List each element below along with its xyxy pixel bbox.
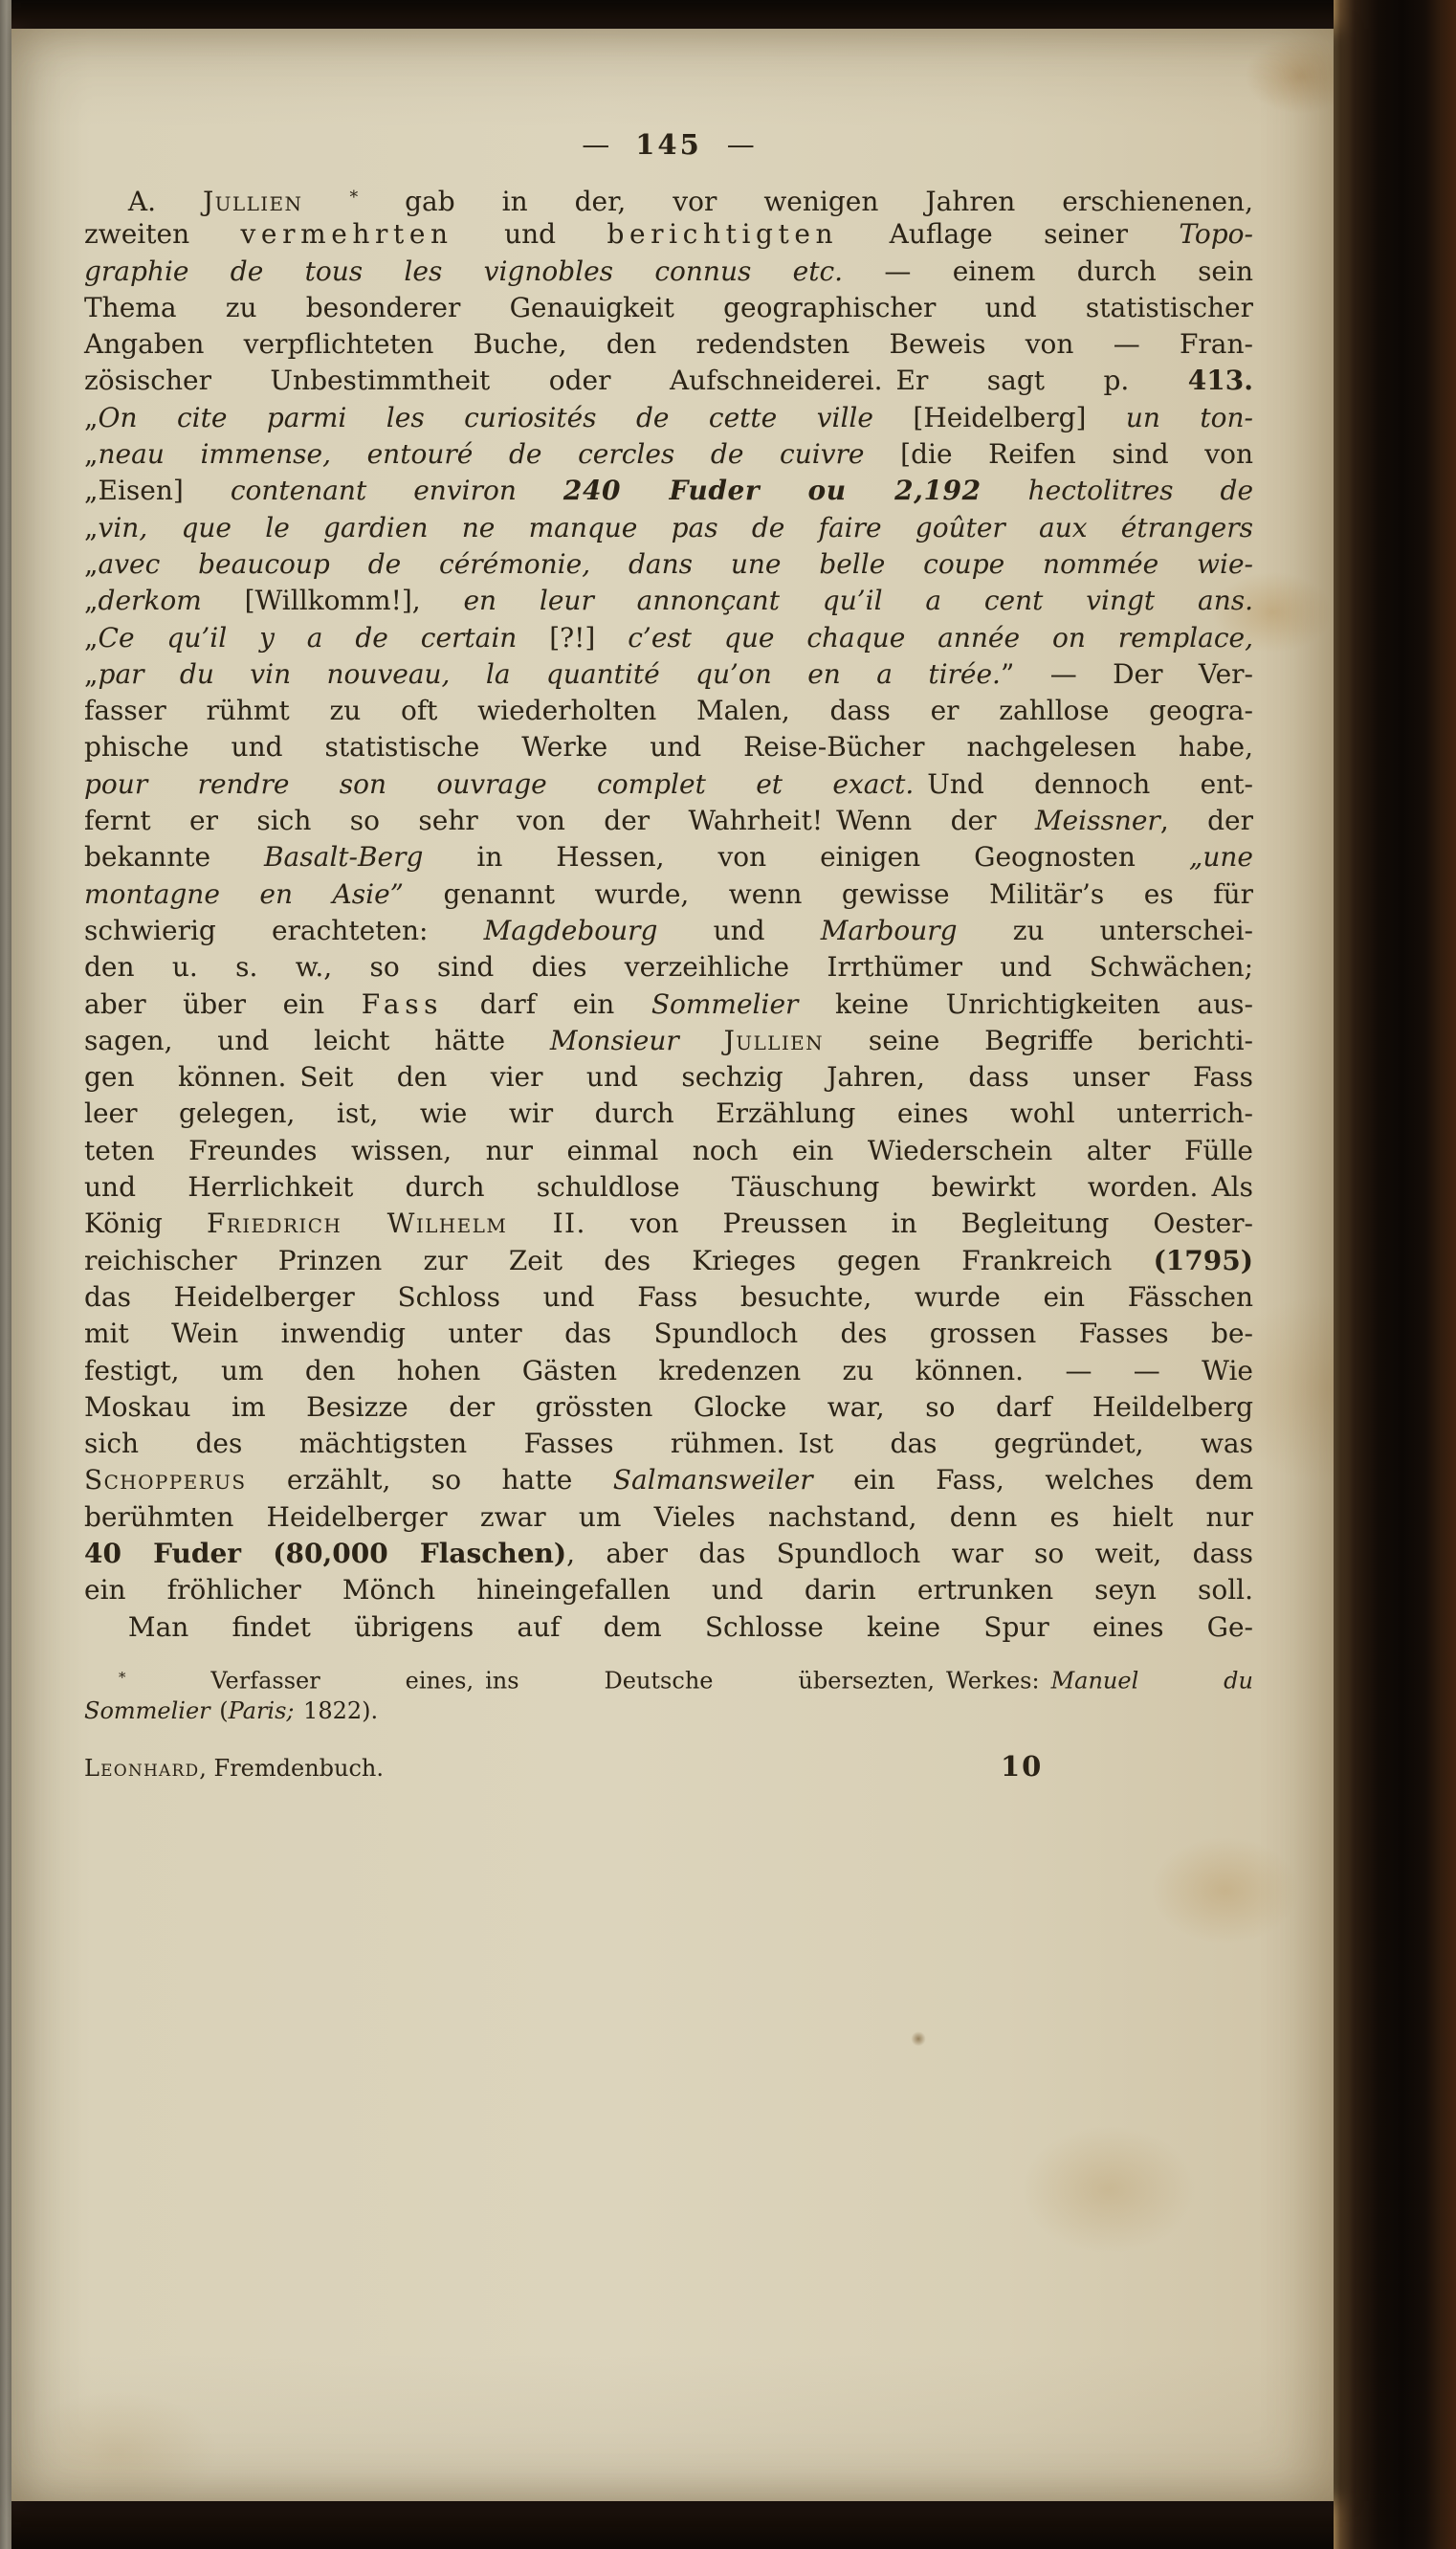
- text-segment: avec beaucoup de cérémonie, dans une belle coupe nommée wie-: [98, 547, 1253, 580]
- text-segment: fernt er sich so sehr von der Wahrheit! Wenn der: [84, 805, 1035, 837]
- text-segment: graphie de tous les vignobles connus etc.: [84, 255, 844, 287]
- book-fore-edge: [1334, 0, 1456, 2549]
- text-line: [84, 766, 1253, 803]
- text-segment: Manuel du: [1050, 1667, 1254, 1695]
- text-line: [84, 473, 1253, 509]
- text-line: [84, 1462, 1253, 1498]
- imprint: [84, 1755, 384, 1782]
- text-segment: vin, que le gardien ne manque pas de faire goûter aux étrangers: [98, 511, 1253, 543]
- text-segment: 240 Fuder ou 2,192: [563, 475, 982, 507]
- text-segment: Sommelier: [84, 1696, 210, 1724]
- text-segment: gen können. Seit den vier und sechzig Jahren, dass unser Fass: [84, 1061, 1253, 1094]
- text-segment: ” — Der Ver-: [1000, 657, 1253, 690]
- text-segment: ein fröhlicher Mönch hineingefallen und darin ertrunken seyn soll.: [84, 1574, 1253, 1607]
- text-segment: genannt wurde, wenn gewisse Militär’s es für: [403, 877, 1253, 910]
- text-line: [84, 1695, 1253, 1728]
- text-segment: gab in der, vor wenigen Jahren erschienenen,: [358, 185, 1253, 217]
- text-segment: 413.: [1187, 365, 1253, 397]
- page-number: 145: [635, 128, 702, 161]
- text-segment: Friedrich Wilhelm II.: [206, 1208, 586, 1240]
- text-line: [84, 913, 1253, 949]
- text-segment: erzählt, so hatte: [246, 1464, 613, 1496]
- text-segment: hectolitres de: [981, 475, 1254, 507]
- text-segment: [Heidelberg]: [872, 401, 1126, 433]
- text-segment: Leonhard: [84, 1754, 200, 1782]
- text-segment: Schopperus: [84, 1464, 247, 1496]
- page-header: [84, 126, 1253, 163]
- text-segment: , aber das Spundloch war so weit, dass: [566, 1537, 1253, 1569]
- text-line: [84, 839, 1253, 876]
- text-segment: zösischer Unbestimmtheit oder Aufschneiderei. Er sagt p.: [84, 365, 1188, 397]
- text-line: [84, 254, 1253, 290]
- text-segment: Man findet übrigens auf dem Schlosse keine Spur eines Ge-: [127, 1610, 1253, 1643]
- text-segment: contenant environ: [230, 475, 563, 507]
- signature-number: 10: [1001, 1749, 1044, 1783]
- text-segment: und Herrlichkeit durch schuldlose Täuschung bewirkt worden. Als: [84, 1171, 1253, 1204]
- text-line: [84, 803, 1253, 839]
- text-segment: berühmten Heidelberger zwar um Vieles nachstand, denn es hielt nur: [84, 1500, 1253, 1533]
- text-segment: „: [84, 585, 99, 617]
- text-line: [84, 583, 1253, 619]
- text-line: [84, 1389, 1253, 1426]
- text-line: [84, 1572, 1253, 1608]
- text-segment: par du vin nouveau, la quantité qu’on en a tirée.: [98, 657, 1001, 690]
- text-line: [84, 436, 1253, 473]
- page-paper: [11, 29, 1334, 2501]
- text-segment: en leur annonçant qu’il a cent vingt ans.: [463, 585, 1253, 617]
- text-line: [84, 1536, 1253, 1572]
- header-dash-right: —: [726, 128, 756, 161]
- text-segment: darf ein: [443, 987, 651, 1020]
- text-line: [84, 400, 1253, 436]
- text-line: [84, 1426, 1253, 1462]
- text-segment: Jullien: [203, 185, 303, 217]
- text-line: [84, 693, 1253, 729]
- text-segment: Magdebourg: [483, 914, 658, 946]
- text-segment: reichischer Prinzen zur Zeit des Krieges gegen Frankreich: [84, 1244, 1154, 1276]
- text-line: [84, 1169, 1253, 1206]
- footer-row: [84, 1749, 1253, 1789]
- text-segment: Paris;: [228, 1696, 295, 1724]
- text-segment: „: [84, 438, 99, 471]
- text-segment: berichtigten: [607, 218, 839, 251]
- text-segment: 1822).: [294, 1696, 379, 1724]
- text-segment: [die Reifen sind von: [864, 438, 1253, 471]
- text-line: [84, 546, 1253, 583]
- text-segment: pour rendre son ouvrage complet et exact.: [84, 767, 915, 800]
- text-segment: Salmansweiler: [612, 1464, 813, 1496]
- text-segment: „: [84, 621, 99, 654]
- text-segment: Angaben verpflichteten Buche, den redendsten Beweis von — Fran-: [84, 328, 1253, 361]
- text-segment: zu unterschei-: [957, 914, 1253, 946]
- text-segment: zweiten: [84, 218, 241, 251]
- text-segment: Fass: [361, 987, 444, 1020]
- text-segment: ein Fass, welches dem: [812, 1464, 1253, 1496]
- text-segment: schwierig erachteten:: [84, 914, 484, 946]
- text-line: [84, 1059, 1253, 1096]
- text-segment: den u. s. w., so sind dies verzeihliche Irrthümer und Schwächen;: [84, 951, 1253, 984]
- text-line: [84, 1243, 1253, 1279]
- text-segment: [679, 1025, 724, 1056]
- text-segment: Verfasser eines, ins Deutsche übersezten, Werkes:: [125, 1667, 1051, 1695]
- text-line: [84, 290, 1253, 326]
- text-segment: von Preussen in Begleitung Oester-: [585, 1208, 1253, 1240]
- text-column: [84, 126, 1253, 1789]
- text-segment: Meissner: [1034, 805, 1160, 837]
- text-segment: *: [349, 188, 359, 208]
- text-line: [84, 876, 1253, 913]
- text-segment: 40 Fuder (80,000 Flaschen): [84, 1537, 567, 1569]
- text-segment: keine Unrichtigkeiten aus-: [798, 987, 1253, 1020]
- body-lines: [84, 180, 1253, 1646]
- text-segment: leer gelegen, ist, wie wir durch Erzählung eines wohl unterrich-: [84, 1097, 1253, 1130]
- text-line: [84, 986, 1253, 1023]
- text-segment: , der: [1159, 805, 1253, 837]
- text-segment: König: [84, 1208, 207, 1240]
- footnote-lines: [84, 1661, 1253, 1728]
- text-segment: derkom: [98, 585, 202, 617]
- text-segment: On cite parmi les curiosités de cette ville: [98, 401, 873, 433]
- text-line: [84, 216, 1253, 253]
- header-dash-left: —: [582, 128, 611, 161]
- text-line: [84, 1206, 1253, 1242]
- text-segment: Marbourg: [820, 914, 958, 946]
- text-segment: Und dennoch ent-: [914, 767, 1253, 800]
- text-line: [84, 180, 1253, 216]
- text-line: [84, 1499, 1253, 1536]
- text-segment: (: [210, 1696, 229, 1724]
- text-segment: und: [657, 914, 821, 946]
- text-segment: seine Begriffe berichti-: [824, 1024, 1253, 1056]
- text-segment: montagne en Asie”: [84, 877, 404, 910]
- text-segment: (1795): [1153, 1244, 1253, 1276]
- text-segment: [?!]: [517, 621, 629, 654]
- text-segment: „une: [1188, 841, 1253, 874]
- text-line: [84, 1096, 1253, 1132]
- text-line: [84, 326, 1253, 363]
- text-segment: „Eisen]: [84, 475, 231, 507]
- text-segment: in Hessen, von einigen Geognosten: [423, 841, 1189, 874]
- text-segment: Topo-: [1179, 218, 1253, 251]
- text-segment: festigt, um den hohen Gästen kredenzen zu können. — — Wie: [84, 1354, 1253, 1386]
- text-segment: *: [119, 1668, 126, 1686]
- text-segment: Auflage seiner: [838, 218, 1180, 251]
- text-segment: Jullien: [723, 1024, 825, 1056]
- text-segment: Thema zu besonderer Genauigkeit geographischer und statistischer: [84, 291, 1253, 323]
- text-segment: , Fremdenbuch.: [199, 1754, 385, 1782]
- text-line: [84, 656, 1253, 693]
- text-segment: — einem durch sein: [843, 255, 1253, 287]
- text-line: [84, 1609, 1253, 1646]
- text-segment: c’est que chaque année on remplace,: [628, 621, 1253, 654]
- text-segment: „: [84, 511, 99, 543]
- text-segment: das Heidelberger Schloss und Fass besuchte, wurde ein Fässchen: [84, 1280, 1253, 1313]
- text-segment: aber über ein: [84, 987, 362, 1020]
- text-line: [84, 510, 1253, 546]
- text-segment: neau immense, entouré de cercles de cuivre: [98, 438, 865, 471]
- text-segment: teten Freundes wissen, nur einmal noch ein Wiederschein alter Fülle: [84, 1134, 1253, 1166]
- text-line: [84, 949, 1253, 986]
- text-line: [84, 729, 1253, 765]
- text-segment: bekannte: [84, 841, 264, 874]
- text-line: [84, 1661, 1253, 1695]
- text-segment: vermehrten: [240, 218, 453, 251]
- scan-edge-top: [0, 0, 1456, 29]
- text-segment: A.: [127, 185, 204, 217]
- text-segment: „: [84, 401, 99, 433]
- text-segment: „: [84, 657, 99, 690]
- text-line: [84, 620, 1253, 656]
- scan-edge-left: [0, 0, 11, 2549]
- text-segment: Basalt-Berg: [263, 841, 424, 874]
- text-segment: Sommelier: [651, 987, 799, 1020]
- text-line: [84, 1353, 1253, 1389]
- text-segment: „: [84, 547, 99, 580]
- text-segment: phische und statistische Werke und Reise-Bücher nachgelesen habe,: [84, 731, 1253, 764]
- text-segment: Monsieur: [549, 1024, 679, 1056]
- text-segment: fasser rühmt zu oft wiederholten Malen, dass er zahllose geogra-: [84, 695, 1253, 727]
- text-segment: un ton-: [1125, 401, 1254, 433]
- text-segment: Moskau im Besizze der grössten Glocke war, so darf Heildelberg: [84, 1390, 1253, 1423]
- text-line: [84, 1279, 1253, 1316]
- text-line: [84, 1133, 1253, 1169]
- text-segment: mit Wein inwendig unter das Spundloch des grossen Fasses be-: [84, 1318, 1253, 1350]
- text-line: [84, 363, 1253, 399]
- text-segment: sagen, und leicht hätte: [84, 1024, 550, 1056]
- text-line: [84, 1316, 1253, 1352]
- text-segment: [302, 186, 349, 217]
- text-line: [84, 1023, 1253, 1059]
- text-segment: und: [452, 218, 607, 251]
- scan-edge-bottom: [0, 2501, 1456, 2549]
- text-segment: Ce qu’il y a de certain: [98, 621, 518, 654]
- text-segment: [Willkomm!],: [201, 585, 464, 617]
- text-segment: sich des mächtigsten Fasses rühmen. Ist das gegründet, was: [84, 1428, 1253, 1460]
